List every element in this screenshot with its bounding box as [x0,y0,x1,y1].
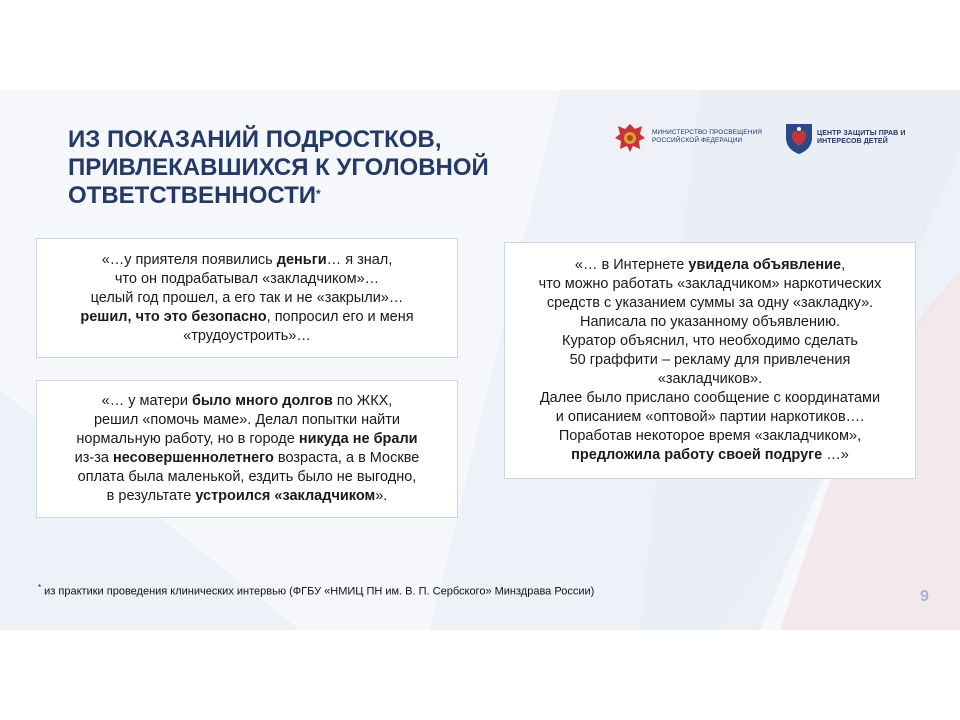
title-line-3 [68,182,489,210]
quote-box-1 [36,238,458,358]
quote-segment: оплата была маленькой, ездить было не выгодно, [77,469,417,485]
quote-segment: «закладчиков». [657,371,763,387]
page-title [68,126,489,210]
quote-segment: возраста, а в Москве [273,450,420,466]
quote-segment: , попросил его и меня [266,308,414,325]
quote-segment: из-за [74,450,113,466]
ministry-logo-text: МИНИСТЕРСТВО ПРОСВЕЩЕНИЯ РОССИЙСКОЙ ФЕДЕРАЦИИ [652,129,763,144]
title-line-3-text: ОТВЕТСТВЕННОСТИ [68,182,317,209]
eagle-emblem-icon [612,120,648,156]
quote-emphasis: никуда не брали [298,431,418,447]
quote-emphasis: увидела объявление [688,257,842,273]
footnote [38,583,594,598]
quote-text-1 [80,251,413,346]
quote-segment: , [841,257,846,273]
quote-emphasis: несовершеннолетнего [113,450,274,466]
quote-segment: в результате [106,488,196,504]
center-logo-text: ЦЕНТР ЗАЩИТЫ ПРАВ И ИНТЕРЕСОВ ДЕТЕЙ [817,130,906,145]
quote-segment: что он подрабатывал «закладчиком»… [114,270,380,287]
slide [0,90,960,630]
quote-segment: ». [375,488,388,504]
title-line-2: ПРИВЛЕКАВШИХСЯ К УГОЛОВНОЙ [68,154,489,181]
quote-emphasis: решил, что это безопасно [80,308,267,325]
center-logo [783,120,933,156]
quote-emphasis: устроился «закладчиком [195,488,376,504]
footnote-mark: * [38,583,42,592]
title-footnote-mark: * [316,187,321,201]
quote-segment: Куратор объяснил, что необходимо сделать [562,333,858,349]
quote-segment: «… у матери [101,393,192,409]
quote-segment: «…у приятеля появились [101,251,277,268]
quote-emphasis: предложила работу своей подруге [571,447,823,463]
quote-segment: и описанием «оптовой» партии наркотиков…. [555,409,865,425]
shield-heart-icon [783,120,815,156]
quote-segment: 50 граффити – рекламу для привлечения [569,352,851,368]
quote-box-3 [504,242,916,479]
quote-segment: … я знал, [326,251,393,268]
quote-segment: средств с указанием суммы за одну «закладку». [546,295,874,311]
title-line-1: ИЗ ПОКАЗАНИЙ ПОДРОСТКОВ, [68,126,442,153]
quote-text-2 [75,392,420,506]
quote-segment: …» [822,447,849,463]
quote-segment: что можно работать «закладчиком» наркотических [538,276,882,292]
footnote-text: из практики проведения клинических интервью (ФГБУ «НМИЦ ПН им. В. П. Сербского» Минздрава России) [41,585,595,598]
quote-segment: по ЖКХ, [332,393,393,409]
quote-segment: решил «помочь маме». Делал попытки найти [93,412,400,428]
page-number: 9 [920,588,929,605]
quote-segment: Поработав некоторое время «закладчиком», [558,428,862,444]
quote-segment: нормальную работу, но в городе [76,431,299,447]
ministry-logo [612,120,772,156]
quote-segment: «трудоустроить»… [183,327,311,344]
quote-segment: Далее было прислано сообщение с координатами [539,390,881,406]
quote-segment: «… в Интернете [574,257,689,273]
quote-emphasis: деньги [276,251,327,268]
quote-text-3 [539,256,882,465]
quote-segment: целый год прошел, а его так и не «закрыли»… [90,289,404,306]
quote-emphasis: было много долгов [191,393,333,409]
quote-segment: Написала по указанному объявлению. [579,314,840,330]
quote-box-2 [36,380,458,518]
